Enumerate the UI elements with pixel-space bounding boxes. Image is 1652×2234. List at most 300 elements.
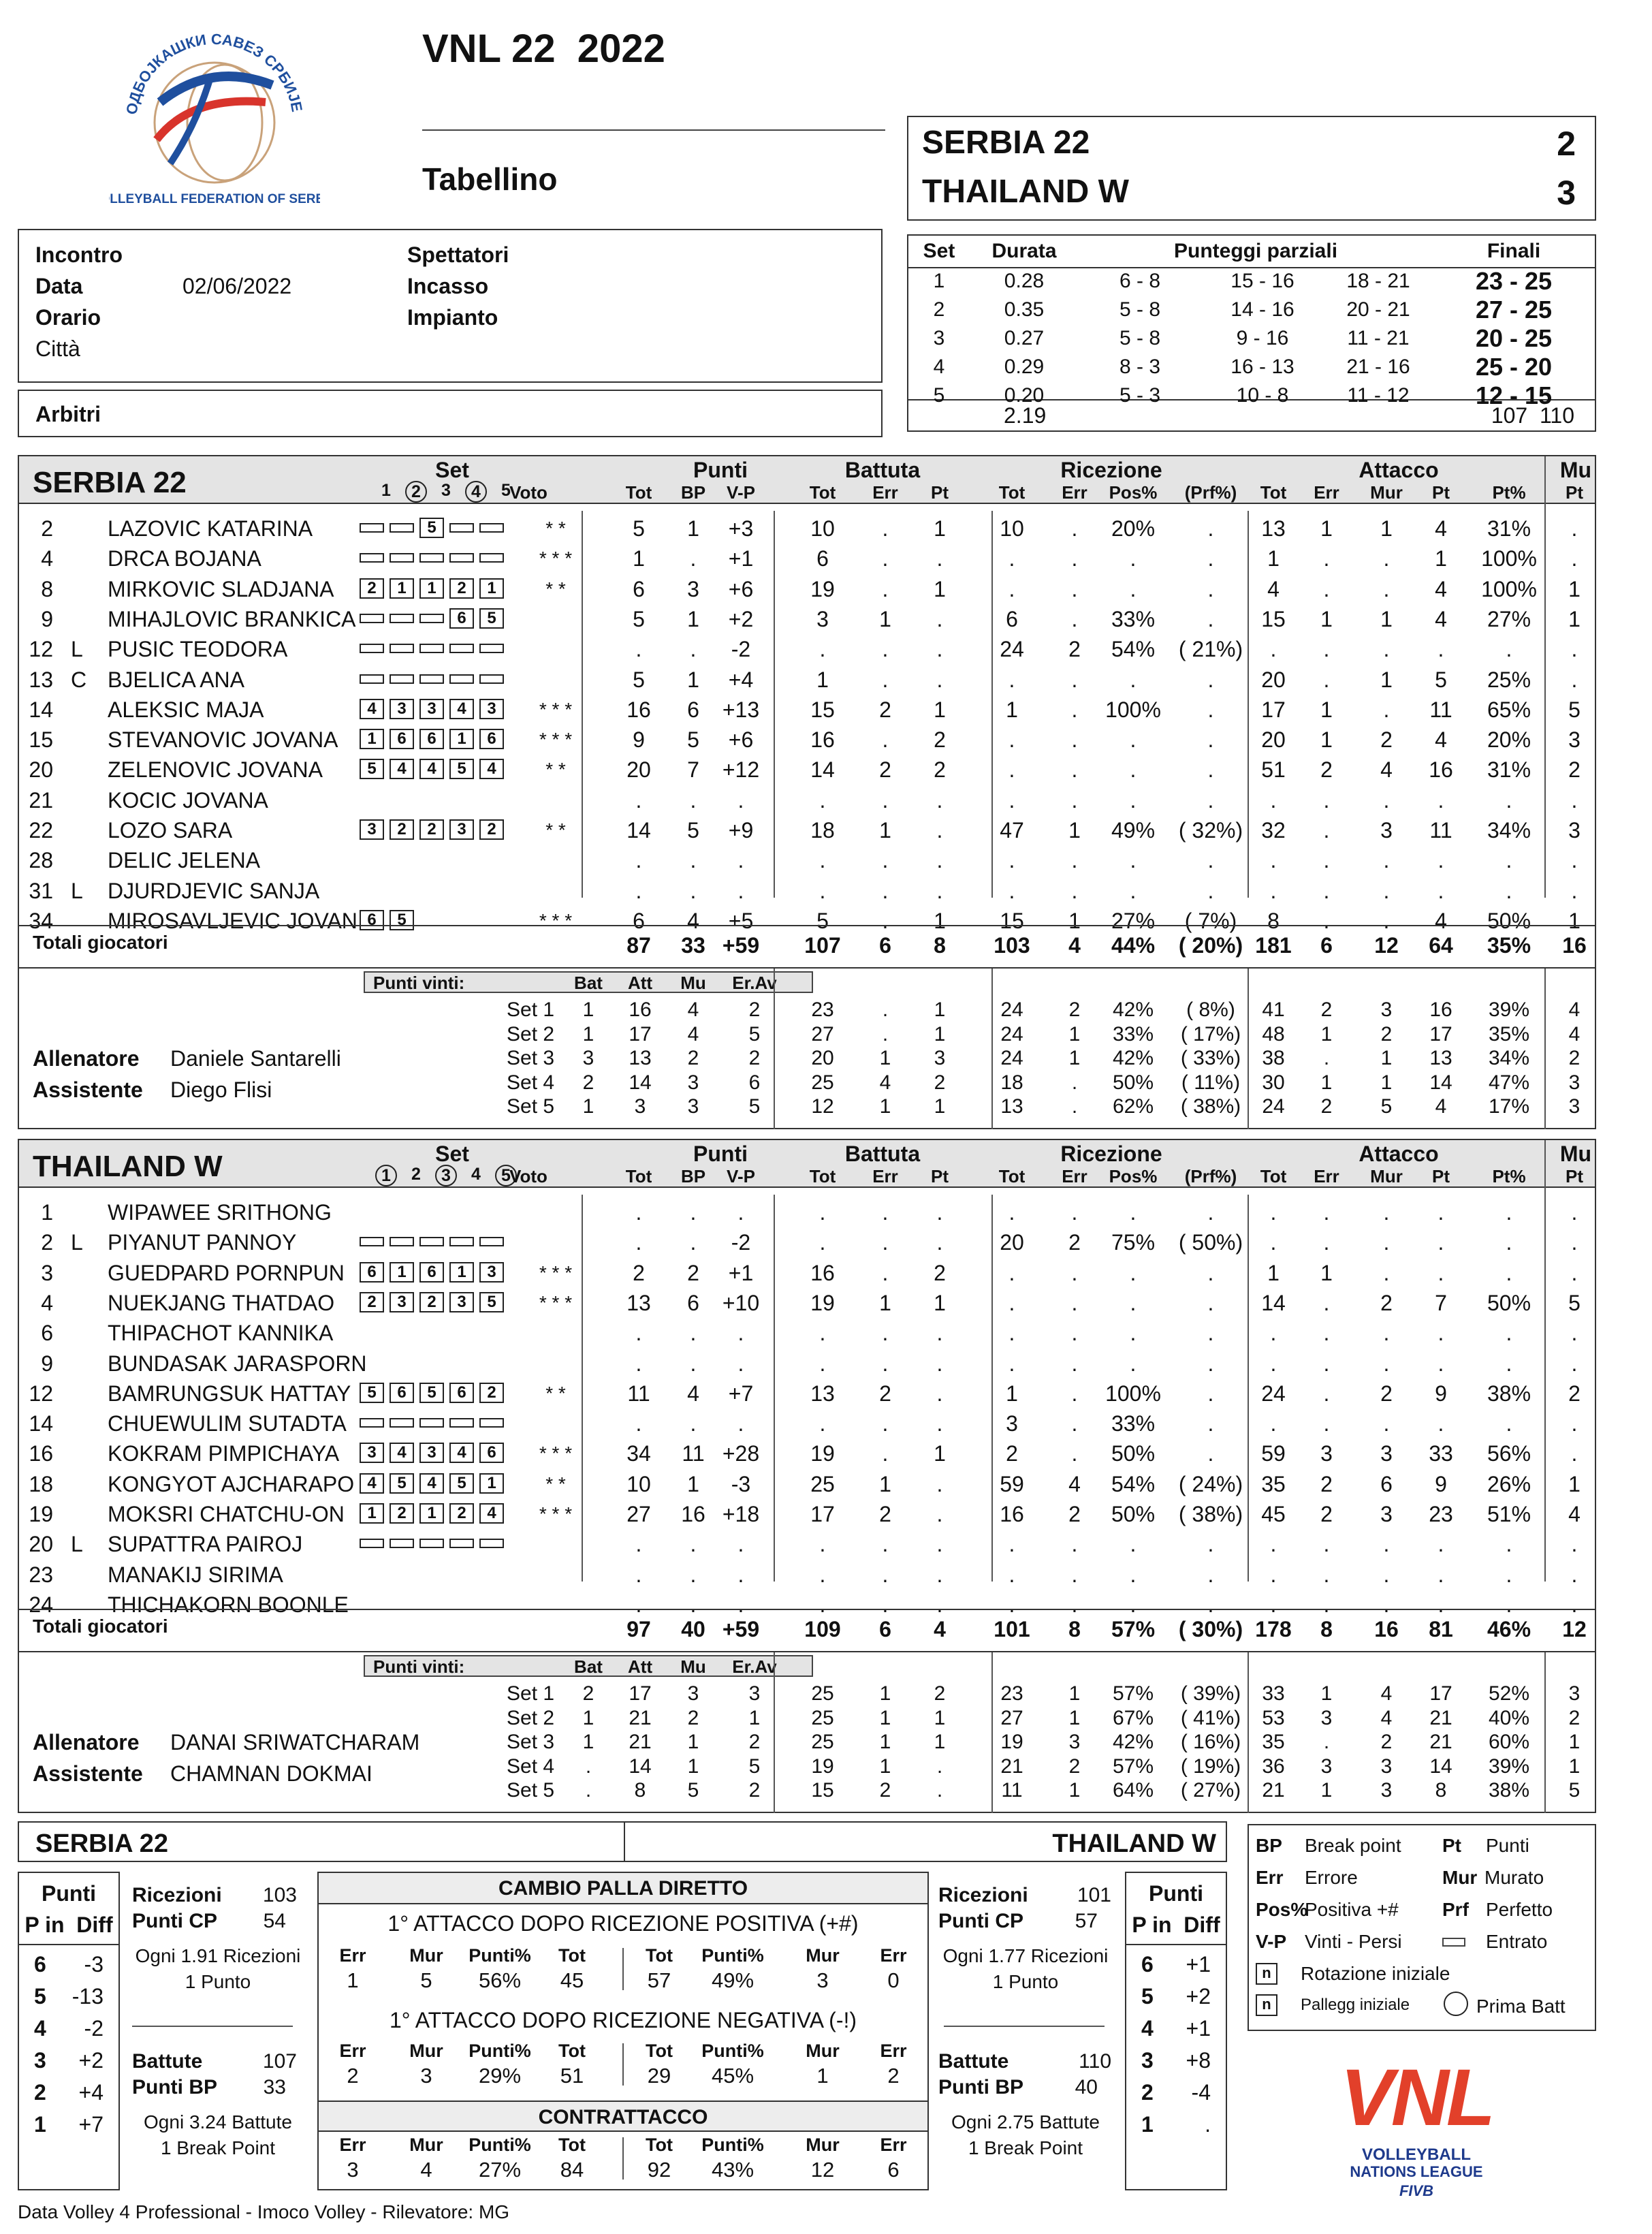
set-row-att-atot: 21 <box>1262 1779 1285 1802</box>
cambio-val-left: 2 <box>347 2064 359 2088</box>
bp-label-a: Punti BP <box>132 2076 217 2098</box>
group-head-mu: Mu <box>1559 1142 1592 1166</box>
player-row <box>19 1349 1595 1379</box>
svg-text:ОДБОЈКАШКИ САВЕЗ СРБИЈЕ: ОДБОЈКАШКИ САВЕЗ СРБИЈЕ <box>123 30 306 116</box>
team-a-ricezioni-panel <box>129 1880 306 2193</box>
cambio-head-left: Punti% <box>468 2135 531 2155</box>
summary-team-a: SERBIA 22 <box>35 1829 168 1858</box>
bat-note2-a: 1 Break Point <box>160 2137 276 2158</box>
rotation-box: 6 <box>419 1262 444 1283</box>
rotation-box: 3 <box>390 1292 414 1312</box>
diff-row <box>19 2112 118 2142</box>
player-mu: 5 <box>1568 697 1580 722</box>
group-head-punti: Punti <box>693 1142 748 1166</box>
diff-row <box>1126 2048 1226 2078</box>
player-pts-tot: 11 <box>627 1381 650 1406</box>
player-att-aerr: 2 <box>1320 757 1333 783</box>
player-role: C <box>71 667 87 692</box>
player-pts-vp: -2 <box>731 637 751 662</box>
player-att-ap: . <box>1506 848 1512 873</box>
player-mu: 1 <box>1568 606 1580 631</box>
contr-title: CONTRATTACCO <box>319 2101 927 2132</box>
legend-value-2: Murato <box>1484 1867 1544 1888</box>
player-att-atot: 1 <box>1267 1260 1280 1285</box>
player-att-atot: 20 <box>1261 727 1286 753</box>
player-bat-berr: . <box>882 1351 889 1376</box>
player-att-ap: 31% <box>1487 757 1531 783</box>
legend-value: Break point <box>1305 1835 1401 1856</box>
player-att-aerr: 2 <box>1320 1471 1333 1496</box>
set-number-4: 4 <box>471 1165 481 1184</box>
player-bat-bpt: . <box>936 1351 943 1376</box>
set-row-bat-bpt: 1 <box>934 1022 946 1045</box>
player-ric-rpos: 20% <box>1111 516 1156 541</box>
player-ric-rprf: . <box>1207 787 1214 813</box>
sets-summary-table <box>908 236 1595 410</box>
player-name: LAZOVIC KATARINA <box>108 516 313 541</box>
set-row-ric-rerr: . <box>1071 1071 1078 1094</box>
player-pts-tot: 27 <box>626 1502 651 1526</box>
totals-ric-rerr: 8 <box>1068 1617 1081 1641</box>
diff-row <box>19 2048 118 2078</box>
player-att-apt: 11 <box>1429 818 1452 843</box>
player-name: KOCIC JOVANA <box>108 787 268 813</box>
totals-att-apt: 64 <box>1429 933 1453 958</box>
player-ric-rtot: 10 <box>1000 516 1024 541</box>
cambio-head-left: Mur <box>409 1945 443 1966</box>
diff-row <box>19 1952 118 1982</box>
player-bat-bpt: 1 <box>934 1290 946 1315</box>
player-ric-rerr: 2 <box>1068 1230 1081 1255</box>
player-pts-bp: . <box>690 848 697 873</box>
player-name: SUPATTRA PAIROJ <box>108 1532 303 1557</box>
set-row-att-apt: 21 <box>1429 1706 1452 1729</box>
ric-value-b: 101 <box>1077 1884 1111 1906</box>
entered-marker <box>390 614 414 623</box>
col-head-bpt: Pt <box>931 1166 949 1186</box>
totals-pts-bp: 40 <box>681 1617 705 1641</box>
player-number: 2 <box>41 516 53 541</box>
player-bat-berr: . <box>882 848 889 873</box>
set-row-pv: 17 <box>629 1682 652 1705</box>
player-voto: * * * <box>539 1261 573 1283</box>
player-number: 3 <box>41 1260 53 1285</box>
sets-summary-dur: 0.20 <box>1004 384 1045 407</box>
set-row-bat-btot: 25 <box>811 1731 834 1753</box>
rotation-box: 6 <box>449 608 474 629</box>
player-ric-rprf: . <box>1207 1381 1214 1406</box>
player-ric-rprf: ( 32%) <box>1178 818 1243 843</box>
set-row-pv: 3 <box>634 1095 646 1118</box>
player-name: DRCA BOJANA <box>108 546 261 571</box>
col-head-bp: BP <box>680 1166 706 1186</box>
cambio-val-left: 51 <box>560 2064 584 2088</box>
set-row-ric-rtot: 27 <box>1000 1706 1023 1729</box>
player-ric-rerr: . <box>1071 1381 1078 1406</box>
entered-marker <box>479 644 504 653</box>
player-pts-bp: 11 <box>682 1441 705 1466</box>
player-pts-vp: +6 <box>728 727 754 753</box>
player-bat-btot: . <box>819 848 826 873</box>
player-att-aerr: . <box>1323 848 1330 873</box>
player-att-atot: . <box>1270 1200 1277 1225</box>
entered-marker <box>360 553 384 563</box>
legend-value-2: Punti <box>1486 1835 1529 1856</box>
player-ric-rerr: . <box>1071 1562 1078 1587</box>
col-head-berr: Err <box>872 482 898 503</box>
player-ric-rerr: 4 <box>1068 1471 1081 1496</box>
player-name: WIPAWEE SRITHONG <box>108 1200 332 1225</box>
set-row-pv: 2 <box>582 1682 594 1705</box>
player-bat-berr: 1 <box>879 818 891 843</box>
rotation-box: 1 <box>449 729 474 749</box>
player-pts-vp: . <box>737 848 744 873</box>
player-att-aerr: 3 <box>1320 1441 1333 1466</box>
set-row-att-amur: 3 <box>1380 998 1393 1021</box>
player-att-ap: . <box>1506 878 1512 903</box>
set-number-3: 3 <box>441 481 451 500</box>
player-att-apt: . <box>1437 1200 1444 1225</box>
punti-vinti-label: Punti vinti: <box>373 1656 465 1677</box>
player-bat-bpt: . <box>936 1411 943 1436</box>
set-row-bat-berr: 1 <box>879 1706 891 1729</box>
player-ric-rprf: . <box>1207 1592 1214 1617</box>
cambio-palla-box <box>317 1872 929 2190</box>
group-head-mu: Mu <box>1559 458 1592 482</box>
legend-value-2: Entrato <box>1486 1931 1548 1952</box>
player-ric-rtot: . <box>1008 576 1015 601</box>
set-row-label: Set 2 <box>507 1706 555 1729</box>
set-row-label: Set 3 <box>507 1047 555 1069</box>
player-ric-rprf: . <box>1207 1411 1214 1436</box>
player-bat-berr: . <box>882 727 889 753</box>
player-number: 20 <box>29 757 53 783</box>
rotation-box: 2 <box>479 1383 504 1403</box>
player-att-apt: 5 <box>1435 667 1447 692</box>
player-name: GUEDPARD PORNPUN <box>108 1260 345 1285</box>
set-row-mu: 1 <box>1568 1731 1580 1753</box>
set-row-pv: 4 <box>687 1022 699 1045</box>
player-bat-btot: . <box>819 1592 826 1617</box>
entered-marker <box>449 1539 474 1548</box>
ric-value-a: 103 <box>262 1884 297 1906</box>
first-serve-legend-text: Prima Batt <box>1476 1996 1566 2017</box>
entered-marker <box>360 523 384 533</box>
legend-key-2: Pt <box>1442 1835 1461 1856</box>
player-bat-bpt: 1 <box>934 576 946 601</box>
entered-marker <box>360 1539 384 1548</box>
bat-value-a: 107 <box>262 2050 297 2073</box>
set-row-ric-rprf: ( 19%) <box>1180 1755 1241 1778</box>
coach-label: Allenatore <box>33 1730 140 1755</box>
set-row-att-amur: 3 <box>1380 1755 1393 1778</box>
set-row-ric-rerr: 1 <box>1068 1706 1081 1729</box>
set-row-ric-rtot: 11 <box>1001 1779 1023 1802</box>
set-row-bat-berr: . <box>882 1022 889 1045</box>
diff-value: +2 <box>1186 1984 1211 2009</box>
player-att-atot: 8 <box>1267 908 1280 933</box>
set-row-ric-rprf: ( 33%) <box>1180 1047 1241 1069</box>
set-row-att-apt: 14 <box>1429 1071 1452 1094</box>
diff-points: 6 <box>1141 1952 1154 1977</box>
player-pts-vp: . <box>737 1321 744 1346</box>
sets-summary-p3: 18 - 21 <box>1346 270 1410 292</box>
rotation-box: 2 <box>419 1292 444 1312</box>
rotation-legend-text: Rotazione iniziale <box>1301 1963 1450 1984</box>
player-pts-tot: 5 <box>633 516 645 541</box>
set-row-mu: 3 <box>1568 1682 1580 1705</box>
player-att-ap: 51% <box>1487 1502 1531 1526</box>
set-row-pv: 1 <box>582 1022 594 1045</box>
punti-vinti-label: Punti vinti: <box>373 973 465 993</box>
player-ric-rtot: 3 <box>1006 1411 1018 1436</box>
player-att-amur: . <box>1383 1260 1390 1285</box>
set-row-ric-rtot: 21 <box>1000 1755 1023 1778</box>
set-row-ric-rerr: 1 <box>1068 1022 1081 1045</box>
rotation-box: 6 <box>360 1262 384 1283</box>
set-row-bat-bpt: 1 <box>934 998 946 1021</box>
player-att-amur: . <box>1383 1562 1390 1587</box>
set-row-att-aerr: . <box>1323 1731 1330 1753</box>
setter-legend-text: Pallegg iniziale <box>1301 1996 1410 2014</box>
rotation-box: 4 <box>360 1473 384 1494</box>
cambio-val-right: 12 <box>810 2158 835 2182</box>
set-row-mu: 3 <box>1568 1095 1580 1118</box>
set-row-att-amur: 4 <box>1380 1706 1393 1729</box>
player-att-atot: 1 <box>1267 546 1280 571</box>
set-row-bat-btot: 23 <box>811 998 834 1021</box>
rotation-box: 5 <box>449 1473 474 1494</box>
player-mu: 4 <box>1568 1502 1580 1526</box>
legend-value: Errore <box>1305 1867 1358 1888</box>
totals-bat-berr: 6 <box>879 933 891 958</box>
player-pts-bp: . <box>690 1532 697 1557</box>
player-att-apt: 4 <box>1435 576 1447 601</box>
set-row-label: Set 1 <box>507 1682 555 1705</box>
player-bat-bpt: . <box>936 1502 943 1526</box>
diff-value: -13 <box>72 1984 104 2009</box>
set-row-pv: 13 <box>629 1047 652 1069</box>
player-bat-bpt: . <box>936 1592 943 1617</box>
player-row <box>19 1227 1595 1257</box>
set-row-bat-berr: 1 <box>879 1731 891 1753</box>
totals-ric-rpos: 57% <box>1111 1617 1156 1641</box>
player-ric-rtot: . <box>1008 1562 1015 1587</box>
totals-bat-btot: 107 <box>804 933 841 958</box>
entered-marker <box>449 674 474 684</box>
player-att-atot: . <box>1270 1351 1277 1376</box>
set-row-mu: 4 <box>1568 1022 1580 1045</box>
player-bat-berr: . <box>882 576 889 601</box>
set-row-att-aerr: 1 <box>1320 1682 1333 1705</box>
col-head-bp: BP <box>680 482 706 503</box>
cambio-head-left: Tot <box>558 2135 586 2155</box>
data-label: Data <box>35 274 83 298</box>
diff-points: 3 <box>1141 2048 1154 2073</box>
col-head-vp: V-P <box>727 482 755 503</box>
player-bat-berr: . <box>882 516 889 541</box>
player-bat-btot: 5 <box>816 908 829 933</box>
player-att-ap: 38% <box>1487 1381 1531 1406</box>
team-b-stats-box <box>18 1139 1596 1813</box>
diff-points: 5 <box>34 1984 46 2009</box>
player-ric-rprf: . <box>1207 1321 1214 1346</box>
player-att-ap: . <box>1506 1562 1512 1587</box>
entered-marker <box>479 523 504 533</box>
player-pts-vp: . <box>737 1592 744 1617</box>
rotation-box: 4 <box>390 1443 414 1463</box>
col-head-voto: Voto <box>509 482 547 503</box>
player-ric-rtot: 16 <box>1000 1502 1024 1526</box>
entered-marker <box>360 1418 384 1428</box>
player-pts-bp: . <box>690 1321 697 1346</box>
set-row-pv: 5 <box>748 1755 761 1778</box>
final-score-box <box>907 116 1596 221</box>
sets-summary-fin: 23 - 25 <box>1475 267 1553 295</box>
diff-points: 2 <box>34 2080 46 2105</box>
entered-marker <box>360 644 384 653</box>
footer-text: Data Volley 4 Professional - Imoco Volley - Rilevatore: MG <box>18 2201 510 2222</box>
set-row-att-aerr: . <box>1323 1047 1330 1069</box>
player-att-apt: . <box>1437 1230 1444 1255</box>
entered-marker <box>449 644 474 653</box>
set-row-att-ap: 40% <box>1488 1706 1530 1729</box>
player-pts-tot: . <box>635 1230 642 1255</box>
rotation-box: 3 <box>449 819 474 840</box>
set-row-pv: . <box>585 1755 592 1778</box>
cambio-head-right: Punti% <box>701 2041 764 2061</box>
entered-marker <box>419 553 444 563</box>
set-row-bat-btot: 25 <box>811 1706 834 1729</box>
player-ric-rtot: 47 <box>1000 818 1024 843</box>
entered-marker <box>390 553 414 563</box>
player-ric-rprf: . <box>1207 1260 1214 1285</box>
player-att-atot: . <box>1270 787 1277 813</box>
sets-summary-p1: 5 - 3 <box>1119 384 1161 407</box>
legend-key: Pos% <box>1256 1899 1308 1920</box>
player-bat-bpt: 1 <box>934 908 946 933</box>
set-row-bat-btot: 25 <box>811 1682 834 1705</box>
set-row-att-aerr: 1 <box>1320 1779 1333 1802</box>
player-att-amur: 1 <box>1380 606 1393 631</box>
sets-summary-p1: 8 - 3 <box>1119 356 1161 378</box>
player-pts-bp: 16 <box>681 1502 705 1526</box>
sets-summary-fin: 25 - 20 <box>1475 353 1553 381</box>
player-row <box>19 845 1595 875</box>
cambio-val-right: 29 <box>647 2064 671 2088</box>
pv-head-1: Att <box>627 1656 653 1677</box>
set-row-att-atot: 35 <box>1262 1731 1285 1753</box>
rotation-box: 5 <box>419 1383 444 1403</box>
rotation-box: 3 <box>360 819 384 840</box>
legend-box <box>1248 1824 1596 2031</box>
set-row-label: Set 4 <box>507 1071 555 1094</box>
set-row-mu: 1 <box>1568 1755 1580 1778</box>
team-a-stats-box <box>18 455 1596 1129</box>
player-number: 28 <box>29 848 53 873</box>
column-divider <box>1248 511 1249 898</box>
cambio-head-left: Err <box>339 2041 366 2061</box>
set-row-bat-btot: 27 <box>811 1022 834 1045</box>
bp-value-a: 33 <box>263 2076 286 2098</box>
orario-label: Orario <box>35 305 101 330</box>
totals-bat-bpt: 8 <box>934 933 946 958</box>
diff-points: 1 <box>1141 2112 1154 2137</box>
set-row-pv: 1 <box>687 1755 699 1778</box>
player-row <box>19 906 1595 936</box>
col-head-rtot: Tot <box>998 1166 1026 1186</box>
player-ric-rtot: 1 <box>1006 697 1018 722</box>
player-number: 1 <box>41 1200 53 1225</box>
player-bat-btot: 19 <box>810 1290 835 1315</box>
set-row-ric-rprf: ( 8%) <box>1186 998 1235 1021</box>
player-ric-rpos: . <box>1130 576 1137 601</box>
cambio-val-left: 1 <box>347 1968 359 1992</box>
player-ric-rtot: . <box>1008 787 1015 813</box>
column-divider <box>774 1652 775 1813</box>
column-divider <box>774 511 775 898</box>
diff-value: -2 <box>84 2016 104 2041</box>
cambio-head-left: Err <box>339 2135 366 2155</box>
set-row-att-atot: 36 <box>1262 1755 1285 1778</box>
set-row-pv: 3 <box>687 1095 699 1118</box>
player-ric-rerr: . <box>1071 848 1078 873</box>
totals-mu: 12 <box>1562 1617 1587 1641</box>
rotation-box: 2 <box>419 819 444 840</box>
player-ric-rpos: 50% <box>1111 1502 1156 1526</box>
player-bat-berr: . <box>882 1592 889 1617</box>
player-ric-rtot: . <box>1008 1260 1015 1285</box>
player-pts-vp: +18 <box>722 1502 760 1526</box>
arbitri-label: Arbitri <box>35 402 101 426</box>
player-ric-rerr: 2 <box>1068 637 1081 662</box>
player-pts-tot: 5 <box>633 667 645 692</box>
sets-summary-p1: 5 - 8 <box>1119 298 1161 321</box>
player-ric-rtot: . <box>1008 1321 1015 1346</box>
player-name: BJELICA ANA <box>108 667 244 692</box>
rotation-box: 6 <box>449 1383 474 1403</box>
set-row-att-apt: 21 <box>1429 1731 1452 1753</box>
cambio-head-left: Punti% <box>468 1945 531 1966</box>
player-pts-vp: -3 <box>731 1471 751 1496</box>
player-att-amur: . <box>1383 1411 1390 1436</box>
player-number: 13 <box>29 667 53 692</box>
diff-points: 2 <box>1141 2080 1154 2105</box>
player-bat-bpt: . <box>936 1562 943 1587</box>
sets-summary-p3: 11 - 21 <box>1347 327 1410 349</box>
player-ric-rpos: . <box>1130 1351 1137 1376</box>
entered-legend-icon <box>1442 1938 1465 1947</box>
diff-row <box>1126 2112 1226 2142</box>
col-head-rpos: Pos% <box>1109 482 1158 503</box>
rotation-box: 6 <box>390 729 414 749</box>
totals-pts-bp: 33 <box>681 933 705 958</box>
player-bat-btot: . <box>819 1411 826 1436</box>
set-row-pv: 1 <box>582 998 594 1021</box>
set-row-att-atot: 24 <box>1262 1095 1285 1118</box>
team-b-punti-box <box>1125 1872 1227 2190</box>
pv-head-1: Att <box>627 973 653 993</box>
set-row-pv: 17 <box>629 1022 652 1045</box>
column-divider <box>991 511 993 898</box>
player-ric-rtot: 1 <box>1006 1381 1018 1406</box>
player-att-amur: . <box>1383 697 1390 722</box>
player-bat-bpt: . <box>936 878 943 903</box>
totals-ric-rprf: ( 20%) <box>1178 933 1243 958</box>
group-head-battuta: Battuta <box>844 1142 921 1166</box>
col-head-rtot: Tot <box>998 482 1026 503</box>
player-ric-rtot: 24 <box>1000 637 1024 662</box>
